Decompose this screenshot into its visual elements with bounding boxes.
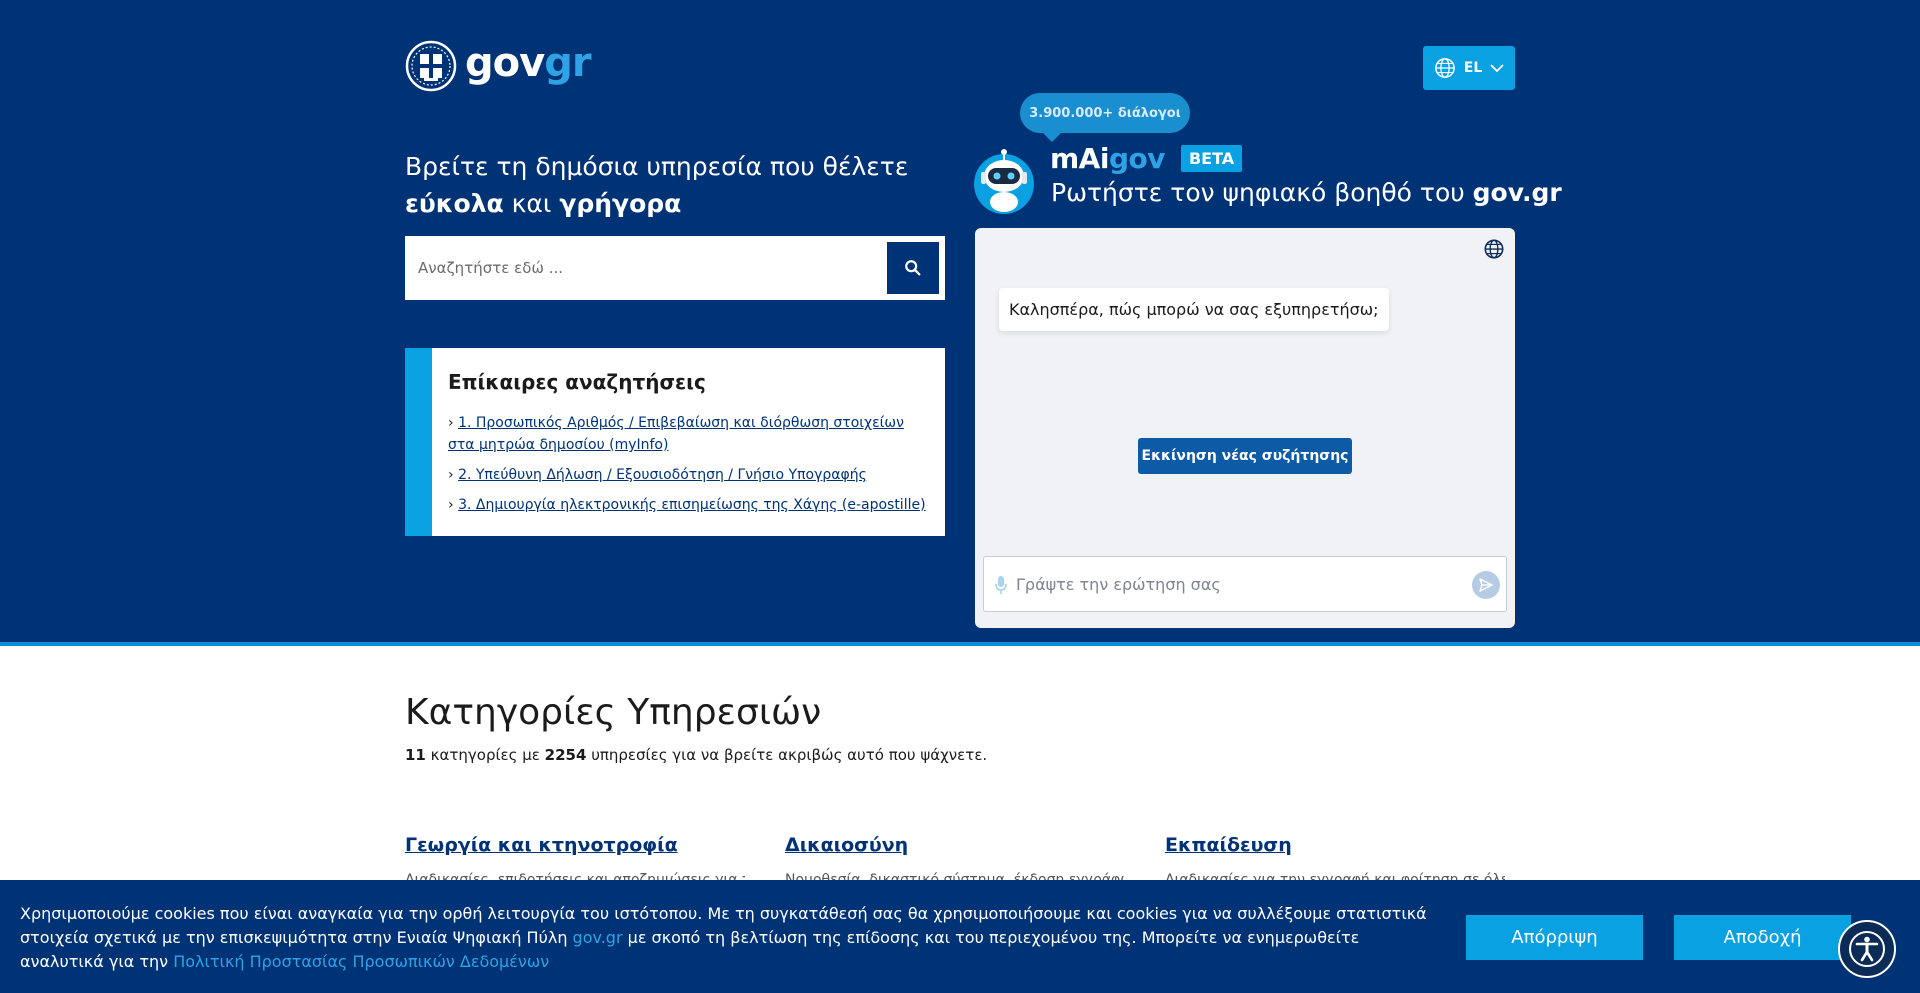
accessibility-icon: [1847, 929, 1887, 969]
cookie-reject-button[interactable]: Απόρριψη: [1466, 915, 1643, 960]
category-link-education[interactable]: Εκπαίδευση: [1165, 834, 1292, 856]
language-code: EL: [1463, 60, 1483, 76]
search-box: [405, 236, 945, 300]
accessibility-button[interactable]: [1838, 920, 1896, 978]
send-icon: [1478, 577, 1494, 593]
cookie-text: Χρησιμοποιούμε cookies που είναι αναγκαία για την ορθή λειτουργία του ιστότοπου. Με τη συγκατάθεσή σας θα χρησιμοποιήσουμε και cookies για να συλλέξουμε στατιστικά στοιχεία σχετικά με την επισκεψιμότητα στην Ενιαία Ψηφιακή Πύλη gov.gr με σκοπό τη βελτίωση της επίδοσης και του περιεχομένου της. Μπορείτε να ενημερωθείτε αναλυτικά για την Πολιτική Προστασίας Προσωπικών Δεδομένων: [20, 904, 1427, 971]
globe-icon: [1434, 57, 1456, 79]
trending-item: › 2. Υπεύθυνη Δήλωση / Εξουσιοδότηση / Γνήσιο Υπογραφής: [448, 467, 867, 483]
trending-searches-panel: [405, 348, 945, 536]
search-input[interactable]: [406, 237, 886, 299]
categories-summary: 11 κατηγορίες με 2254 υπηρεσίες για να βρείτε ακριβώς αυτό που ψάχνετε.: [405, 746, 988, 764]
logo-wordmark: govgr: [465, 40, 591, 86]
govgr-logo[interactable]: [405, 40, 591, 92]
trending-item: › 1. Προσωπικός Αριθμός / Επιβεβαίωση και διόρθωση στοιχείων στα μητρώα δημοσίου (myInfo): [448, 415, 904, 453]
hero-tagline: Βρείτε τη δημόσια υπηρεσία που θέλετε εύκολα και γρήγορα: [405, 152, 909, 218]
govgr-link[interactable]: gov.gr: [572, 928, 623, 947]
trending-link-3[interactable]: 3. Δημιουργία ηλεκτρονικής επισημείωσης της Χάγης (e-apostille): [458, 497, 926, 513]
assistant-greeting-message: Καλησπέρα, πώς μπορώ να σας εξυπηρετήσω;: [999, 288, 1389, 331]
hero-divider: [0, 642, 1920, 646]
microphone-icon[interactable]: [994, 575, 1008, 595]
trending-title: Επίκαιρες αναζητήσεις: [448, 370, 706, 394]
chat-language-globe-icon[interactable]: [1483, 238, 1505, 260]
chat-panel: [975, 228, 1515, 628]
beta-badge: BETA: [1181, 145, 1242, 172]
chat-input-box: [983, 556, 1507, 612]
trending-link-1[interactable]: 1. Προσωπικός Αριθμός / Επιβεβαίωση και διόρθωση στοιχείων στα μητρώα δημοσίου (myInfo): [448, 415, 904, 453]
search-button[interactable]: [887, 242, 939, 294]
chevron-down-icon: [1490, 63, 1504, 73]
search-icon: [904, 259, 922, 277]
dialogs-count-badge: 3.900.000+ διάλογοι: [1020, 93, 1190, 133]
cookie-accept-button[interactable]: Αποδοχή: [1674, 915, 1851, 960]
send-button[interactable]: [1472, 571, 1500, 599]
new-chat-button[interactable]: Εκκίνηση νέας συζήτησης: [1138, 438, 1352, 474]
assistant-subtitle: Ρωτήστε τον ψηφιακό βοηθό του gov.gr: [1051, 178, 1562, 207]
trending-link-2[interactable]: 2. Υπεύθυνη Δήλωση / Εξουσιοδότηση / Γνήσιο Υπογραφής: [458, 467, 867, 483]
cookie-banner: [0, 880, 1920, 993]
maigov-brand: [1050, 142, 1242, 175]
category-link-agriculture[interactable]: Γεωργία και κτηνοτροφία: [405, 834, 678, 856]
language-selector[interactable]: [1423, 46, 1515, 90]
greek-emblem-icon: [405, 40, 457, 92]
maigov-name: mAigov: [1050, 142, 1165, 175]
trending-item: › 3. Δημιουργία ηλεκτρονικής επισημείωσης της Χάγης (e-apostille): [448, 497, 926, 513]
chat-question-input[interactable]: [1016, 557, 1456, 611]
categories-title: Κατηγορίες Υπηρεσιών: [405, 692, 822, 733]
robot-assistant-icon: [973, 148, 1035, 216]
category-link-justice[interactable]: Δικαιοσύνη: [785, 834, 909, 856]
privacy-policy-link[interactable]: Πολιτική Προστασίας Προσωπικών Δεδομένων: [173, 952, 550, 971]
